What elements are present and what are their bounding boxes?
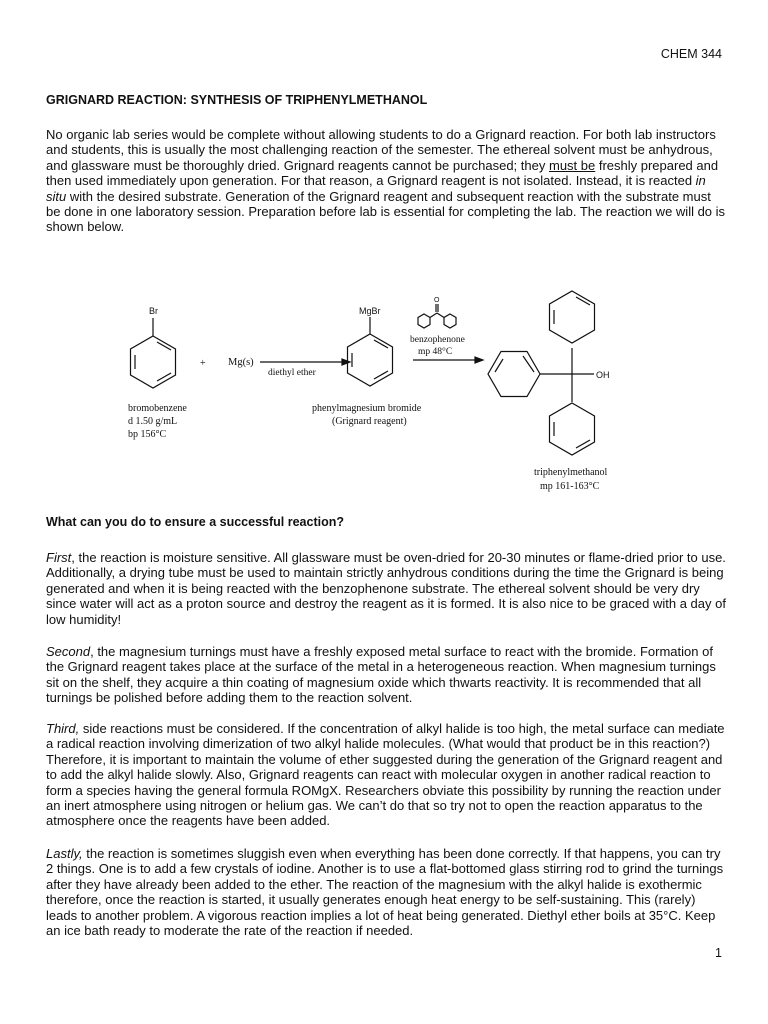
page-title: GRIGNARD REACTION: SYNTHESIS OF TRIPHENYLMETHANOL	[46, 93, 428, 107]
bromobenzene-name: bromobenzene	[128, 403, 187, 414]
bromobenzene-density: d 1.50 g/mL	[128, 416, 178, 427]
paragraph-third	[46, 721, 726, 829]
benzophenone-mp: mp 48°C	[418, 347, 453, 357]
paragraph-text: side reactions must be considered. If the concentration of alkyl halide is too high, the metal surface can mediate a radical reaction involving dimerization of two alkyl halide molecules. (What would that product be in this reaction?) Therefore, it is important to maintain the volume of ether suggested during the generation of the Grignard reagent and to add the alkyl halide slowly. Also, Grignard reagents can react with molecular oxygen in another radical reaction to form a species having the general formula ROMgX. Researchers obviate this possibility by running the reaction under an inert atmosphere using nitrogen or helium gas. We can’t do that so try not to open the reaction apparatus to the atmosphere once the reagents have been added.	[46, 721, 725, 829]
paragraph-lead: First	[46, 550, 72, 565]
section-question: What can you do to ensure a successful reaction?	[46, 515, 344, 529]
intro-underlined: must be	[548, 157, 596, 173]
bromine-label: Br	[149, 306, 158, 316]
grignard-structure	[348, 317, 393, 386]
mgbr-label: MgBr	[359, 306, 381, 316]
reaction-arrow-1-head	[342, 359, 350, 365]
paragraph-lead: Lastly,	[46, 846, 83, 861]
intro-paragraph	[46, 127, 726, 235]
intro-text-3: with the desired substrate. Generation of the Grignard reagent and subsequent reaction with the substrate must be done in one laboratory session. Preparation before lab is essential for completing the lab. The reaction we will do is shown below.	[46, 188, 726, 235]
product-name: triphenylmethanol	[534, 467, 608, 478]
benzophenone-name: benzophenone	[410, 335, 465, 345]
paragraph-lead: Second	[46, 644, 91, 659]
grignard-note: (Grignard reagent)	[332, 416, 407, 427]
page-number: 1	[715, 946, 722, 960]
solvent-label: diethyl ether	[268, 368, 316, 378]
product-mp: mp 161-163°C	[540, 481, 600, 492]
carbonyl-oxygen-label: O	[434, 297, 440, 304]
benzophenone-structure	[418, 304, 456, 328]
bromobenzene-bp: bp 156°C	[128, 429, 167, 440]
hydroxyl-label: OH	[596, 370, 610, 380]
paragraph-text: , the magnesium turnings must have a freshly exposed metal surface to react with the bromide. Formation of the Grignard reagent takes place at the surface of the metal in a heterogeneous reaction. When magnesium turnings sit on the shelf, they acquire a thin coating of magnesium oxide which thwarts reactivity. It is recommended that all turnings be polished before adding them to the reaction solvent.	[46, 644, 716, 706]
paragraph-lead: Third,	[46, 721, 80, 736]
plus-sign: +	[200, 358, 206, 369]
intro-italic: in situ	[46, 173, 706, 204]
paragraph-text: , the reaction is moisture sensitive. All glassware must be oven-dried for 20-30 minutes or flame-dried prior to use. Additionally, a drying tube must be used to maintain strictly anhydrous conditions during the time the Grignard is being generated and when it is being reacted with the benzophenone substrate. The ethereal solvent should be very dry since water will act as a proton source and destroy the reagent as it is formed. It is also nice to be graced with a day of low humidity!	[46, 550, 726, 627]
paragraph-first	[46, 550, 726, 627]
paragraph-lastly	[46, 846, 726, 938]
triphenylmethanol-structure	[488, 291, 595, 455]
intro-text-2: freshly prepared and then used immediately upon generation. For that reason, a Grignard reagent is not isolated. Instead, it is reacted	[46, 157, 719, 189]
reaction-scheme	[110, 290, 650, 500]
paragraph-text: the reaction is sometimes sluggish even when everything has been done correctly. If that happens, you can try 2 things. One is to add a few crystals of iodine. Another is to use a flat-bottomed glass stirring rod to grind the turnings after they have already been added to the ether. The reaction of the magnesium with the alkyl halide is exothermic therefore, once the reaction is started, it usually generates enough heat energy to be self-sustaining. This (rarely) leads to another problem. A vigorous reaction implies a lot of heat being generated. Diethyl ether boils at 35°C. Keep an ice bath ready to moderate the rate of the reaction if needed.	[46, 846, 724, 939]
bromobenzene-structure	[131, 318, 176, 388]
intro-text-1: No organic lab series would be complete without allowing students to do a Grignard reaction. For both lab instructors and students, this is usually the most challenging reaction of the semester. The ethereal solvent must be anhydrous, and glassware must be thoroughly dried. Grignard reagents cannot be purchased; they	[46, 127, 716, 173]
grignard-name: phenylmagnesium bromide	[312, 403, 422, 414]
reaction-arrow-2-head	[475, 357, 483, 363]
course-code: CHEM 344	[660, 47, 722, 61]
magnesium-label: Mg(s)	[228, 357, 254, 368]
paragraph-second	[46, 644, 726, 706]
